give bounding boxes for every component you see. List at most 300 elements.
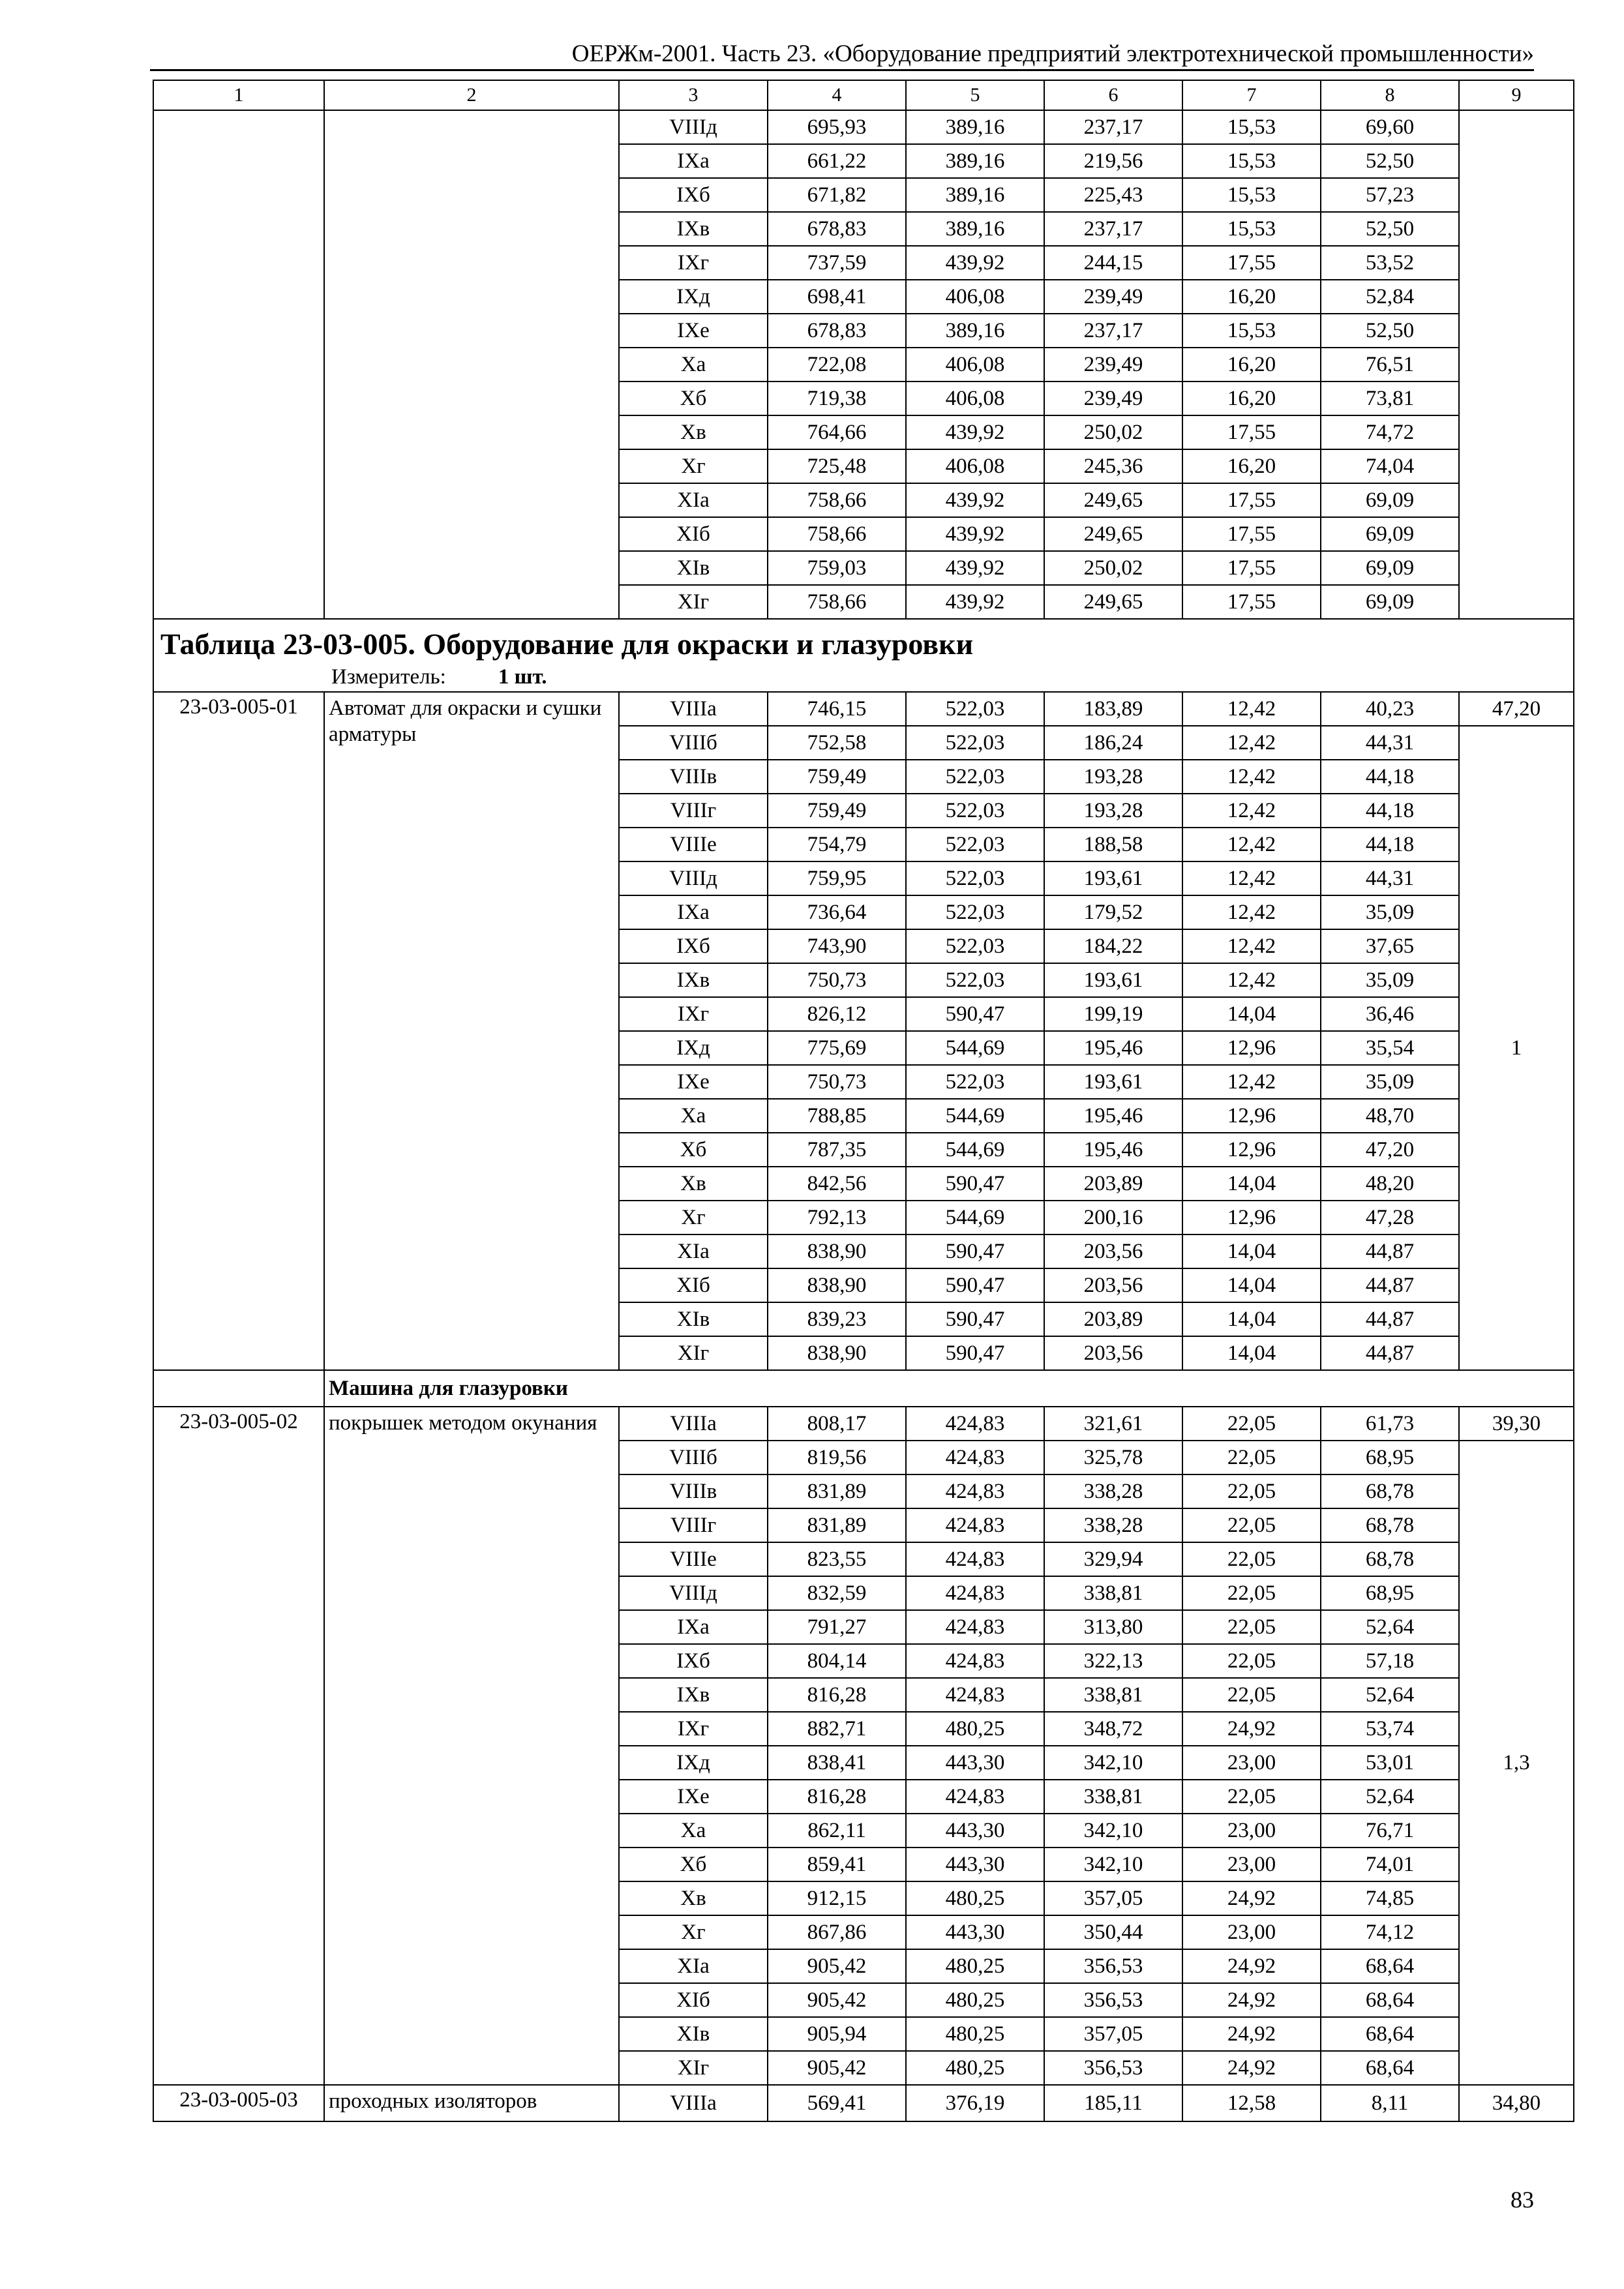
value-cell: 905,42 [768,1983,906,2017]
value-cell: 389,16 [906,110,1044,144]
value-cell: 424,83 [906,1678,1044,1712]
value-cell: 250,02 [1044,551,1182,585]
value-cell: 389,16 [906,178,1044,212]
value-cell: 24,92 [1182,2017,1321,2051]
value-cell: 522,03 [906,929,1044,963]
grade-cell: XIа [619,483,768,517]
value-cell: 195,46 [1044,1099,1182,1133]
value-cell: 826,12 [768,997,906,1031]
grade-cell: IXа [619,1610,768,1644]
value-cell: 186,24 [1044,726,1182,760]
value-cell: 842,56 [768,1167,906,1201]
value-cell: 8,11 [1321,2085,1459,2121]
value-cell: 376,19 [906,2085,1044,2121]
value-cell: 44,18 [1321,794,1459,828]
value-cell: 12,42 [1182,963,1321,997]
grade-cell: IXе [619,314,768,348]
name-cell: Автомат для окраски и сушки арматуры [324,692,619,1370]
grade-cell: Xг [619,1915,768,1949]
grade-cell: IXв [619,963,768,997]
value-cell: 722,08 [768,348,906,382]
value-cell: 69,09 [1321,517,1459,551]
value-cell: 356,53 [1044,1983,1182,2017]
grade-cell: XIб [619,517,768,551]
value-cell: 200,16 [1044,1201,1182,1234]
value-cell: 544,69 [906,1031,1044,1065]
grade-cell: XIг [619,1336,768,1370]
table-row [153,110,1574,144]
value-cell: 350,44 [1044,1915,1182,1949]
value-cell: 68,78 [1321,1474,1459,1508]
value-cell: 838,90 [768,1336,906,1370]
value-cell: 15,53 [1182,178,1321,212]
value-cell: 44,31 [1321,726,1459,760]
empty-cell [153,1370,324,1407]
section-title-cell [153,619,1574,692]
value-cell: 522,03 [906,963,1044,997]
value-cell: 859,41 [768,1848,906,1881]
value-cell: 225,43 [1044,178,1182,212]
col9-cell: 39,30 [1459,1407,1574,1441]
value-cell: 838,41 [768,1746,906,1780]
grade-cell: IXа [619,895,768,929]
value-cell: 406,08 [906,382,1044,415]
value-cell: 22,05 [1182,1407,1321,1441]
grade-cell: Xв [619,1881,768,1915]
grade-cell: IXб [619,929,768,963]
value-cell: 759,95 [768,861,906,895]
grade-cell: IXд [619,280,768,314]
value-cell: 356,53 [1044,1949,1182,1983]
value-cell: 764,66 [768,415,906,449]
value-cell: 52,84 [1321,280,1459,314]
value-cell: 195,46 [1044,1031,1182,1065]
col9-cell: 1,3 [1459,1441,1574,2085]
value-cell: 76,71 [1321,1814,1459,1848]
value-cell: 16,20 [1182,280,1321,314]
value-cell: 12,96 [1182,1099,1321,1133]
value-cell: 68,95 [1321,1441,1459,1474]
value-cell: 69,09 [1321,551,1459,585]
grade-cell: Xб [619,1848,768,1881]
value-cell: 342,10 [1044,1746,1182,1780]
code-cell [153,110,324,619]
value-cell: 16,20 [1182,382,1321,415]
meter-value: 1 шт. [498,665,547,689]
value-cell: 329,94 [1044,1542,1182,1576]
value-cell: 48,20 [1321,1167,1459,1201]
value-cell: 816,28 [768,1678,906,1712]
grade-cell: Xв [619,415,768,449]
value-cell: 759,49 [768,760,906,794]
value-cell: 791,27 [768,1610,906,1644]
value-cell: 480,25 [906,1983,1044,2017]
value-cell: 22,05 [1182,1474,1321,1508]
value-cell: 249,65 [1044,483,1182,517]
value-cell: 203,56 [1044,1336,1182,1370]
value-cell: 68,64 [1321,1949,1459,1983]
value-cell: 719,38 [768,382,906,415]
col9-cell [1459,110,1574,619]
value-cell: 831,89 [768,1508,906,1542]
value-cell: 832,59 [768,1576,906,1610]
value-cell: 24,92 [1182,1881,1321,1915]
value-cell: 22,05 [1182,1644,1321,1678]
value-cell: 480,25 [906,1881,1044,1915]
value-cell: 522,03 [906,726,1044,760]
value-cell: 698,41 [768,280,906,314]
grade-cell: VIIIа [619,692,768,726]
value-cell: 695,93 [768,110,906,144]
value-cell: 185,11 [1044,2085,1182,2121]
value-cell: 244,15 [1044,246,1182,280]
value-cell: 68,78 [1321,1508,1459,1542]
value-cell: 40,23 [1321,692,1459,726]
grade-cell: VIIIг [619,1508,768,1542]
value-cell: 389,16 [906,212,1044,246]
value-cell: 754,79 [768,828,906,861]
grade-cell: XIг [619,585,768,619]
grade-cell: VIIIг [619,794,768,828]
value-cell: 590,47 [906,1167,1044,1201]
value-cell: 68,95 [1321,1576,1459,1610]
value-cell: 424,83 [906,1610,1044,1644]
value-cell: 12,42 [1182,1065,1321,1099]
value-cell: 195,46 [1044,1133,1182,1167]
grade-cell: XIв [619,1302,768,1336]
col9-cell: 34,80 [1459,2085,1574,2121]
value-cell: 838,90 [768,1234,906,1268]
value-cell: 193,61 [1044,861,1182,895]
value-cell: 22,05 [1182,1576,1321,1610]
value-cell: 47,28 [1321,1201,1459,1234]
value-cell: 239,49 [1044,348,1182,382]
grade-cell: XIг [619,2051,768,2085]
value-cell: 12,42 [1182,794,1321,828]
value-cell: 661,22 [768,144,906,178]
value-cell: 14,04 [1182,1336,1321,1370]
meter-line [160,663,1567,691]
value-cell: 203,56 [1044,1268,1182,1302]
value-cell: 57,23 [1321,178,1459,212]
value-cell: 12,42 [1182,760,1321,794]
value-cell: 480,25 [906,2017,1044,2051]
column-number: 8 [1321,80,1459,110]
value-cell: 14,04 [1182,1234,1321,1268]
value-cell: 15,53 [1182,110,1321,144]
value-cell: 804,14 [768,1644,906,1678]
value-cell: 792,13 [768,1201,906,1234]
value-cell: 338,81 [1044,1576,1182,1610]
page-header: ОЕРЖм-2001. Часть 23. «Оборудование предприятий электротехнической промышленности» [150,39,1534,71]
value-cell: 590,47 [906,997,1044,1031]
value-cell: 12,96 [1182,1201,1321,1234]
value-cell: 439,92 [906,585,1044,619]
value-cell: 52,64 [1321,1610,1459,1644]
grade-cell: IXд [619,1746,768,1780]
grade-cell: IXг [619,997,768,1031]
value-cell: 522,03 [906,760,1044,794]
value-cell: 862,11 [768,1814,906,1848]
value-cell: 787,35 [768,1133,906,1167]
value-cell: 53,01 [1321,1746,1459,1780]
column-number: 3 [619,80,768,110]
value-cell: 15,53 [1182,314,1321,348]
value-cell: 47,20 [1321,1133,1459,1167]
value-cell: 36,46 [1321,997,1459,1031]
value-cell: 12,42 [1182,726,1321,760]
value-cell: 22,05 [1182,1678,1321,1712]
value-cell: 905,94 [768,2017,906,2051]
column-number: 1 [153,80,324,110]
value-cell: 671,82 [768,178,906,212]
value-cell: 52,64 [1321,1678,1459,1712]
price-table [153,80,1574,2122]
grade-cell: IXб [619,178,768,212]
value-cell: 522,03 [906,794,1044,828]
value-cell: 480,25 [906,1712,1044,1746]
value-cell: 23,00 [1182,1848,1321,1881]
value-cell: 23,00 [1182,1746,1321,1780]
value-cell: 12,42 [1182,692,1321,726]
code-cell: 23-03-005-02 [153,1407,324,2085]
value-cell: 14,04 [1182,1268,1321,1302]
value-cell: 759,03 [768,551,906,585]
value-cell: 443,30 [906,1848,1044,1881]
value-cell: 250,02 [1044,415,1182,449]
column-number-row [153,80,1574,110]
value-cell: 758,66 [768,517,906,551]
grade-cell: IXе [619,1780,768,1814]
value-cell: 808,17 [768,1407,906,1441]
grade-cell: VIIIв [619,760,768,794]
value-cell: 746,15 [768,692,906,726]
value-cell: 424,83 [906,1780,1044,1814]
value-cell: 48,70 [1321,1099,1459,1133]
column-number: 6 [1044,80,1182,110]
value-cell: 249,65 [1044,517,1182,551]
column-number: 4 [768,80,906,110]
value-cell: 219,56 [1044,144,1182,178]
value-cell: 22,05 [1182,1542,1321,1576]
value-cell: 522,03 [906,895,1044,929]
grade-cell: IXб [619,1644,768,1678]
value-cell: 356,53 [1044,2051,1182,2085]
value-cell: 68,64 [1321,1983,1459,2017]
value-cell: 443,30 [906,1814,1044,1848]
value-cell: 439,92 [906,246,1044,280]
grade-cell: XIв [619,551,768,585]
value-cell: 68,64 [1321,2017,1459,2051]
value-cell: 44,18 [1321,828,1459,861]
column-number: 2 [324,80,619,110]
grade-cell: VIIIа [619,1407,768,1441]
value-cell: 16,20 [1182,348,1321,382]
grade-cell: IXа [619,144,768,178]
value-cell: 44,87 [1321,1302,1459,1336]
value-cell: 14,04 [1182,1167,1321,1201]
value-cell: 758,66 [768,585,906,619]
value-cell: 199,19 [1044,997,1182,1031]
grade-cell: Xг [619,449,768,483]
value-cell: 389,16 [906,144,1044,178]
value-cell: 838,90 [768,1268,906,1302]
table-row [153,2085,1574,2121]
value-cell: 52,50 [1321,212,1459,246]
value-cell: 322,13 [1044,1644,1182,1678]
value-cell: 819,56 [768,1441,906,1474]
value-cell: 76,51 [1321,348,1459,382]
value-cell: 73,81 [1321,382,1459,415]
value-cell: 245,36 [1044,449,1182,483]
value-cell: 44,31 [1321,861,1459,895]
value-cell: 68,78 [1321,1542,1459,1576]
value-cell: 23,00 [1182,1915,1321,1949]
value-cell: 816,28 [768,1780,906,1814]
value-cell: 74,85 [1321,1881,1459,1915]
value-cell: 348,72 [1044,1712,1182,1746]
value-cell: 193,61 [1044,1065,1182,1099]
value-cell: 44,87 [1321,1336,1459,1370]
column-number: 5 [906,80,1044,110]
value-cell: 480,25 [906,2051,1044,2085]
grade-cell: VIIIе [619,1542,768,1576]
value-cell: 184,22 [1044,929,1182,963]
value-cell: 424,83 [906,1441,1044,1474]
code-cell: 23-03-005-01 [153,692,324,1370]
value-cell: 24,92 [1182,1949,1321,1983]
value-cell: 338,28 [1044,1474,1182,1508]
grade-cell: XIа [619,1234,768,1268]
value-cell: 678,83 [768,212,906,246]
value-cell: 737,59 [768,246,906,280]
value-cell: 389,16 [906,314,1044,348]
value-cell: 237,17 [1044,110,1182,144]
value-cell: 44,87 [1321,1268,1459,1302]
code-cell: 23-03-005-03 [153,2085,324,2121]
value-cell: 342,10 [1044,1814,1182,1848]
grade-cell: IXг [619,1712,768,1746]
grade-cell: Xа [619,1099,768,1133]
page-number: 83 [1511,2187,1534,2213]
grade-cell: Xб [619,1133,768,1167]
value-cell: 544,69 [906,1099,1044,1133]
value-cell: 522,03 [906,1065,1044,1099]
value-cell: 57,18 [1321,1644,1459,1678]
value-cell: 424,83 [906,1474,1044,1508]
value-cell: 522,03 [906,692,1044,726]
grade-cell: VIIIв [619,1474,768,1508]
value-cell: 522,03 [906,828,1044,861]
value-cell: 406,08 [906,449,1044,483]
value-cell: 24,92 [1182,2051,1321,2085]
value-cell: 590,47 [906,1302,1044,1336]
value-cell: 24,92 [1182,1983,1321,2017]
value-cell: 480,25 [906,1949,1044,1983]
grade-cell: VIIIб [619,726,768,760]
value-cell: 52,50 [1321,314,1459,348]
value-cell: 61,73 [1321,1407,1459,1441]
value-cell: 17,55 [1182,585,1321,619]
grade-cell: VIIIб [619,1441,768,1474]
value-cell: 743,90 [768,929,906,963]
grade-cell: XIб [619,1268,768,1302]
value-cell: 590,47 [906,1268,1044,1302]
value-cell: 750,73 [768,963,906,997]
value-cell: 867,86 [768,1915,906,1949]
value-cell: 338,81 [1044,1678,1182,1712]
value-cell: 23,00 [1182,1814,1321,1848]
table-title: Таблица 23-03-005. Оборудование для окраски и глазуровки [160,627,974,661]
value-cell: 74,04 [1321,449,1459,483]
value-cell: 35,09 [1321,895,1459,929]
value-cell: 678,83 [768,314,906,348]
value-cell: 68,64 [1321,2051,1459,2085]
value-cell: 357,05 [1044,1881,1182,1915]
value-cell: 406,08 [906,348,1044,382]
value-cell: 12,42 [1182,895,1321,929]
value-cell: 35,09 [1321,1065,1459,1099]
value-cell: 750,73 [768,1065,906,1099]
value-cell: 357,05 [1044,2017,1182,2051]
value-cell: 74,01 [1321,1848,1459,1881]
grade-cell: XIб [619,1983,768,2017]
value-cell: 193,61 [1044,963,1182,997]
value-cell: 905,42 [768,1949,906,1983]
value-cell: 590,47 [906,1336,1044,1370]
value-cell: 22,05 [1182,1508,1321,1542]
grade-cell: Xв [619,1167,768,1201]
value-cell: 15,53 [1182,144,1321,178]
value-cell: 15,53 [1182,212,1321,246]
value-cell: 544,69 [906,1201,1044,1234]
value-cell: 74,72 [1321,415,1459,449]
value-cell: 52,50 [1321,144,1459,178]
grade-cell: VIIIд [619,861,768,895]
value-cell: 37,65 [1321,929,1459,963]
value-cell: 424,83 [906,1576,1044,1610]
grade-cell: IXд [619,1031,768,1065]
value-cell: 788,85 [768,1099,906,1133]
value-cell: 831,89 [768,1474,906,1508]
value-cell: 16,20 [1182,449,1321,483]
value-cell: 22,05 [1182,1441,1321,1474]
value-cell: 544,69 [906,1133,1044,1167]
value-cell: 569,41 [768,2085,906,2121]
grade-cell: XIа [619,1949,768,1983]
value-cell: 17,55 [1182,415,1321,449]
value-cell: 321,61 [1044,1407,1182,1441]
value-cell: 912,15 [768,1881,906,1915]
value-cell: 74,12 [1321,1915,1459,1949]
value-cell: 22,05 [1182,1610,1321,1644]
value-cell: 193,28 [1044,760,1182,794]
value-cell: 313,80 [1044,1610,1182,1644]
value-cell: 14,04 [1182,1302,1321,1336]
value-cell: 44,18 [1321,760,1459,794]
value-cell: 22,05 [1182,1780,1321,1814]
value-cell: 439,92 [906,551,1044,585]
value-cell: 203,89 [1044,1302,1182,1336]
value-cell: 882,71 [768,1712,906,1746]
value-cell: 406,08 [906,280,1044,314]
grade-cell: VIIIа [619,2085,768,2121]
value-cell: 12,96 [1182,1133,1321,1167]
value-cell: 775,69 [768,1031,906,1065]
value-cell: 752,58 [768,726,906,760]
value-cell: 69,09 [1321,585,1459,619]
value-cell: 17,55 [1182,517,1321,551]
